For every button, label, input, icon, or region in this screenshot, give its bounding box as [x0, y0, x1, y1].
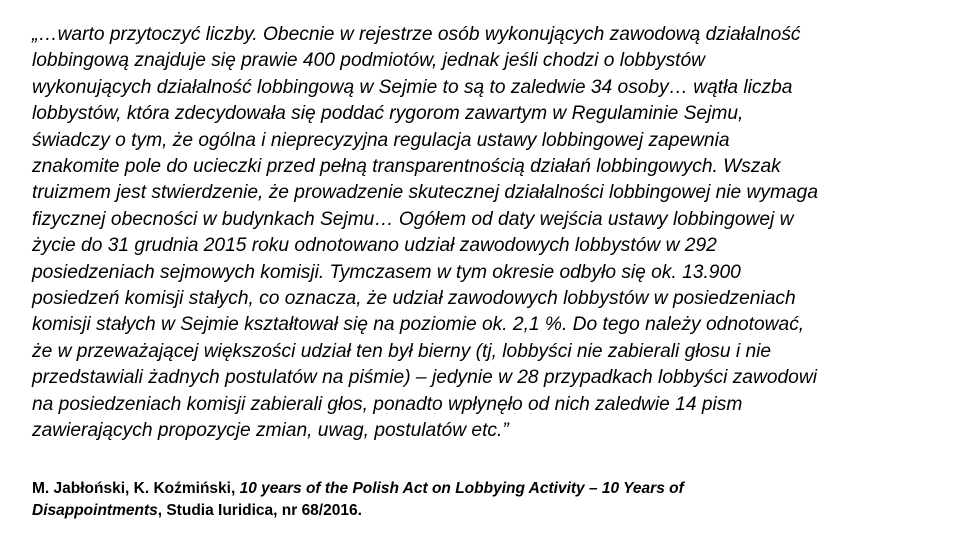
citation-line-1 [32, 478, 936, 500]
quote-line: „…warto przytoczyć liczby. Obecnie w rejestrze osób wykonujących zawodową działalność [32, 24, 801, 45]
quote-line: posiedzeniach sejmowych komisji. Tymczasem w tym okresie odbyło się ok. 13.900 [32, 261, 741, 283]
quote-line: fizycznej obecności w budynkach Sejmu… Ogółem od daty wejścia ustawy lobbingowej w [32, 208, 794, 230]
quote-line: posiedzeń komisji stałych, co oznacza, że udział zawodowych lobbystów w posiedzeniach [32, 288, 796, 310]
quote-line: życie do 31 grudnia 2015 roku odnotowano udział zawodowych lobbystów w 292 [32, 235, 717, 257]
quote-line: lobbystów, która zdecydowała się poddać rygorom zawartym w Regulaminie Sejmu, [32, 103, 744, 125]
quote-line: znakomite pole do ucieczki przed pełną transparentnością działań lobbingowych. Wszak [32, 156, 781, 178]
quote-paragraph [32, 22, 936, 445]
quote-line: świadczy o tym, że ogólna i nieprecyzyjna regulacja ustawy lobbingowej zapewnia [32, 129, 730, 151]
quote-line: na posiedzeniach komisji zabierali głos, ponadto wpłynęło od nich zaledwie 14 pism [32, 393, 743, 415]
citation-line-2 [32, 500, 936, 522]
citation [32, 478, 936, 521]
citation-source: , Studia Iuridica, nr 68/2016. [157, 501, 362, 519]
quote-line: że w przeważającej większości udział ten był bierny (tj, lobbyści nie zabierali głosu i nie [32, 340, 772, 362]
citation-title-continued: Disappointments [32, 501, 158, 519]
citation-title: 10 years of the Polish Act on Lobbying Activity – 10 Years of [239, 480, 684, 497]
quote-line: truizmem jest stwierdzenie, że prowadzenie skutecznej działalności lobbingowej nie wymaga [32, 182, 819, 204]
quote-line: komisji stałych w Sejmie kształtował się na poziomie ok. 2,1 %. Do tego należy odnotować, [32, 314, 805, 336]
quote-line: zawierających propozycje zmian, uwag, postulatów etc.” [32, 420, 509, 442]
quote-line: wykonujących działalność lobbingową w Sejmie to są to zaledwie 34 osoby… wątła liczba [32, 76, 793, 98]
citation-authors: M. Jabłoński, K. Koźmiński, [32, 480, 240, 497]
quote-line: lobbingową znajduje się prawie 400 podmiotów, jednak jeśli chodzi o lobbystów [32, 50, 706, 72]
quote-line: przedstawiali żadnych postulatów na piśmie) – jedynie w 28 przypadkach lobbyści zawodowi [32, 367, 817, 389]
